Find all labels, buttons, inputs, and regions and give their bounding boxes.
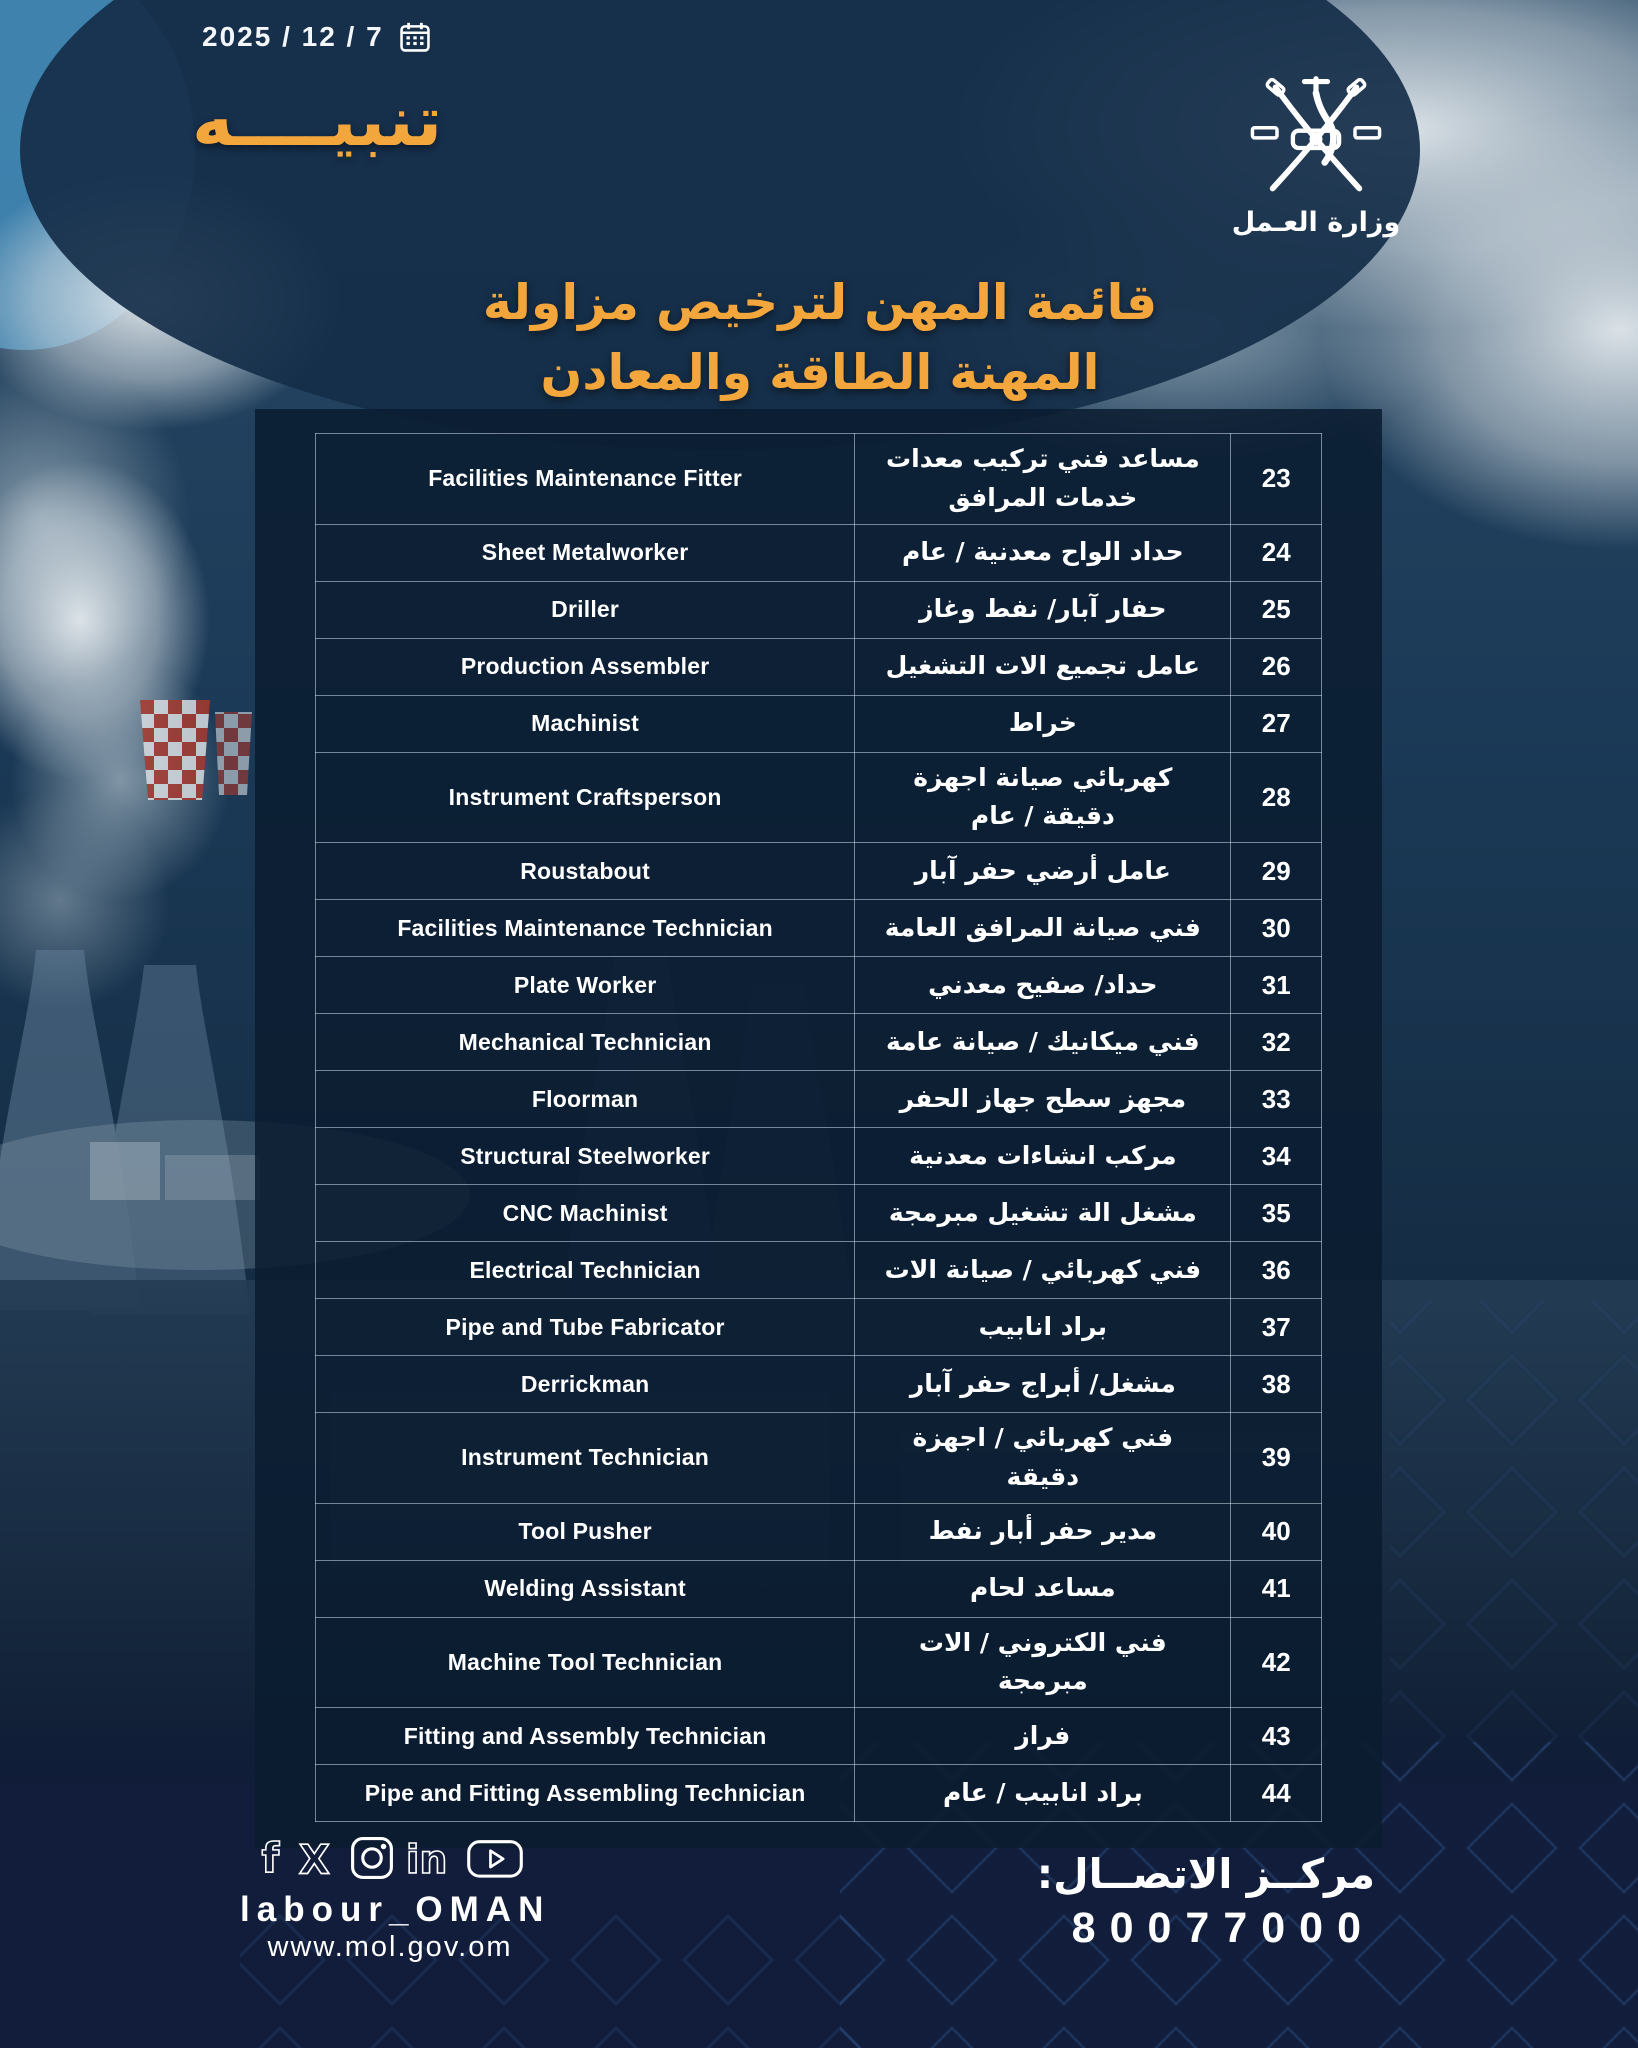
facebook-icon xyxy=(258,1832,288,1884)
social-handle: labour_OMAN xyxy=(240,1890,551,1929)
profession-number: 39 xyxy=(1231,1413,1322,1504)
profession-english: Driller xyxy=(316,581,855,638)
table-row xyxy=(316,1708,1322,1765)
profession-english: Instrument Craftsperson xyxy=(316,752,855,843)
profession-english: Machine Tool Technician xyxy=(316,1617,855,1708)
profession-number: 38 xyxy=(1231,1356,1322,1413)
profession-arabic: خراط xyxy=(855,695,1231,752)
profession-english: Derrickman xyxy=(316,1356,855,1413)
profession-english: Instrument Technician xyxy=(316,1413,855,1504)
profession-arabic: مركب انشاءات معدنية xyxy=(855,1128,1231,1185)
profession-number: 42 xyxy=(1231,1617,1322,1708)
profession-arabic: فني ميكانيك / صيانة عامة xyxy=(855,1014,1231,1071)
contact-center-number: 80077000 xyxy=(1071,1904,1375,1952)
profession-number: 40 xyxy=(1231,1503,1322,1560)
profession-arabic: حداد الواح معدنية / عام xyxy=(855,524,1231,581)
profession-arabic: مشغل/ أبراج حفر آبار xyxy=(855,1356,1231,1413)
table-row xyxy=(316,1014,1322,1071)
oman-emblem-icon xyxy=(1241,70,1391,200)
profession-english: Plate Worker xyxy=(316,957,855,1014)
profession-number: 41 xyxy=(1231,1560,1322,1617)
profession-number: 31 xyxy=(1231,957,1322,1014)
profession-arabic: حداد/ صفيح معدني xyxy=(855,957,1231,1014)
page-title xyxy=(300,268,1340,407)
table-panel xyxy=(255,409,1382,1848)
youtube-icon xyxy=(466,1832,524,1884)
profession-english: Pipe and Tube Fabricator xyxy=(316,1299,855,1356)
calendar-icon xyxy=(398,20,432,54)
table-row xyxy=(316,1128,1322,1185)
table-row xyxy=(316,1413,1322,1504)
table-row xyxy=(316,434,1322,525)
table-row xyxy=(316,1299,1322,1356)
table-row xyxy=(316,957,1322,1014)
contact-block xyxy=(1037,1850,1375,1953)
table-row xyxy=(316,1356,1322,1413)
profession-arabic: فني كهربائي / صيانة الات xyxy=(855,1242,1231,1299)
profession-arabic: حفار آبار/ نفط وغاز xyxy=(855,581,1231,638)
profession-number: 32 xyxy=(1231,1014,1322,1071)
profession-number: 43 xyxy=(1231,1708,1322,1765)
profession-arabic: مشغل الة تشغيل مبرمجة xyxy=(855,1185,1231,1242)
website-url: www.mol.gov.om xyxy=(267,1931,513,1963)
profession-arabic: مساعد لحام xyxy=(855,1560,1231,1617)
profession-number: 26 xyxy=(1231,638,1322,695)
profession-number: 44 xyxy=(1231,1765,1322,1822)
profession-english: Pipe and Fitting Assembling Technician xyxy=(316,1765,855,1822)
profession-number: 23 xyxy=(1231,434,1322,525)
table-row xyxy=(316,1185,1322,1242)
profession-arabic: فني الكتروني / الات مبرمجة xyxy=(855,1617,1231,1708)
profession-english: Structural Steelworker xyxy=(316,1128,855,1185)
page-title-line1: قائمة المهن لترخيص مزاولة xyxy=(482,274,1158,331)
table-row xyxy=(316,752,1322,843)
profession-english: Fitting and Assembly Technician xyxy=(316,1708,855,1765)
date xyxy=(202,20,432,54)
social-icons xyxy=(258,1832,524,1884)
profession-number: 37 xyxy=(1231,1299,1322,1356)
table-row xyxy=(316,638,1322,695)
profession-number: 24 xyxy=(1231,524,1322,581)
profession-arabic: فني كهربائي / اجهزة دقيقة xyxy=(855,1413,1231,1504)
svg-text:in: in xyxy=(405,1837,448,1884)
profession-arabic: فراز xyxy=(855,1708,1231,1765)
ministry-logo xyxy=(1228,70,1404,238)
profession-arabic: فني صيانة المرافق العامة xyxy=(855,900,1231,957)
profession-number: 36 xyxy=(1231,1242,1322,1299)
profession-arabic: براد انابيب xyxy=(855,1299,1231,1356)
table-row xyxy=(316,1503,1322,1560)
ministry-name: وزارة العـمل xyxy=(1231,207,1401,238)
professions-table xyxy=(315,433,1322,1822)
profession-english: Welding Assistant xyxy=(316,1560,855,1617)
table-row xyxy=(316,581,1322,638)
profession-arabic: كهربائي صيانة اجهزة دقيقة / عام xyxy=(855,752,1231,843)
table-row xyxy=(316,1242,1322,1299)
table-row xyxy=(316,524,1322,581)
profession-number: 25 xyxy=(1231,581,1322,638)
profession-english: Floorman xyxy=(316,1071,855,1128)
profession-number: 33 xyxy=(1231,1071,1322,1128)
profession-number: 30 xyxy=(1231,900,1322,957)
profession-arabic: عامل تجميع الات التشغيل xyxy=(855,638,1231,695)
contact-center-label: مركــز الاتصــال: xyxy=(1036,1850,1375,1898)
date-text: 2025 / 12 / 7 xyxy=(202,21,384,52)
profession-number: 29 xyxy=(1231,843,1322,900)
profession-number: 28 xyxy=(1231,752,1322,843)
profession-number: 34 xyxy=(1231,1128,1322,1185)
profession-arabic: مدير حفر أبار نفط xyxy=(855,1503,1231,1560)
table-row xyxy=(316,1617,1322,1708)
profession-english: CNC Machinist xyxy=(316,1185,855,1242)
x-icon xyxy=(297,1832,339,1884)
instagram-icon xyxy=(348,1832,396,1884)
profession-arabic: مجهز سطح جهاز الحفر xyxy=(855,1071,1231,1128)
svg-text:f: f xyxy=(261,1834,280,1883)
profession-english: Machinist xyxy=(316,695,855,752)
profession-english: Facilities Maintenance Technician xyxy=(316,900,855,957)
table-row xyxy=(316,843,1322,900)
profession-arabic: عامل أرضي حفر آبار xyxy=(855,843,1231,900)
page-title-line2: المهنة الطاقة والمعادن xyxy=(540,343,1100,401)
table-row xyxy=(316,1071,1322,1128)
profession-arabic: براد انابيب / عام xyxy=(855,1765,1231,1822)
table-row xyxy=(316,900,1322,957)
linkedin-icon xyxy=(405,1832,457,1884)
profession-english: Electrical Technician xyxy=(316,1242,855,1299)
profession-english: Mechanical Technician xyxy=(316,1014,855,1071)
profession-arabic: مساعد فني تركيب معدات خدمات المرافق xyxy=(855,434,1231,525)
profession-english: Roustabout xyxy=(316,843,855,900)
profession-number: 27 xyxy=(1231,695,1322,752)
profession-number: 35 xyxy=(1231,1185,1322,1242)
table-row xyxy=(316,1765,1322,1822)
svg-text:X: X xyxy=(298,1837,330,1884)
profession-english: Facilities Maintenance Fitter xyxy=(316,434,855,525)
profession-english: Production Assembler xyxy=(316,638,855,695)
notice-title: تنبيــــه xyxy=(192,80,443,162)
profession-english: Sheet Metalworker xyxy=(316,524,855,581)
table-row xyxy=(316,695,1322,752)
table-row xyxy=(316,1560,1322,1617)
profession-english: Tool Pusher xyxy=(316,1503,855,1560)
